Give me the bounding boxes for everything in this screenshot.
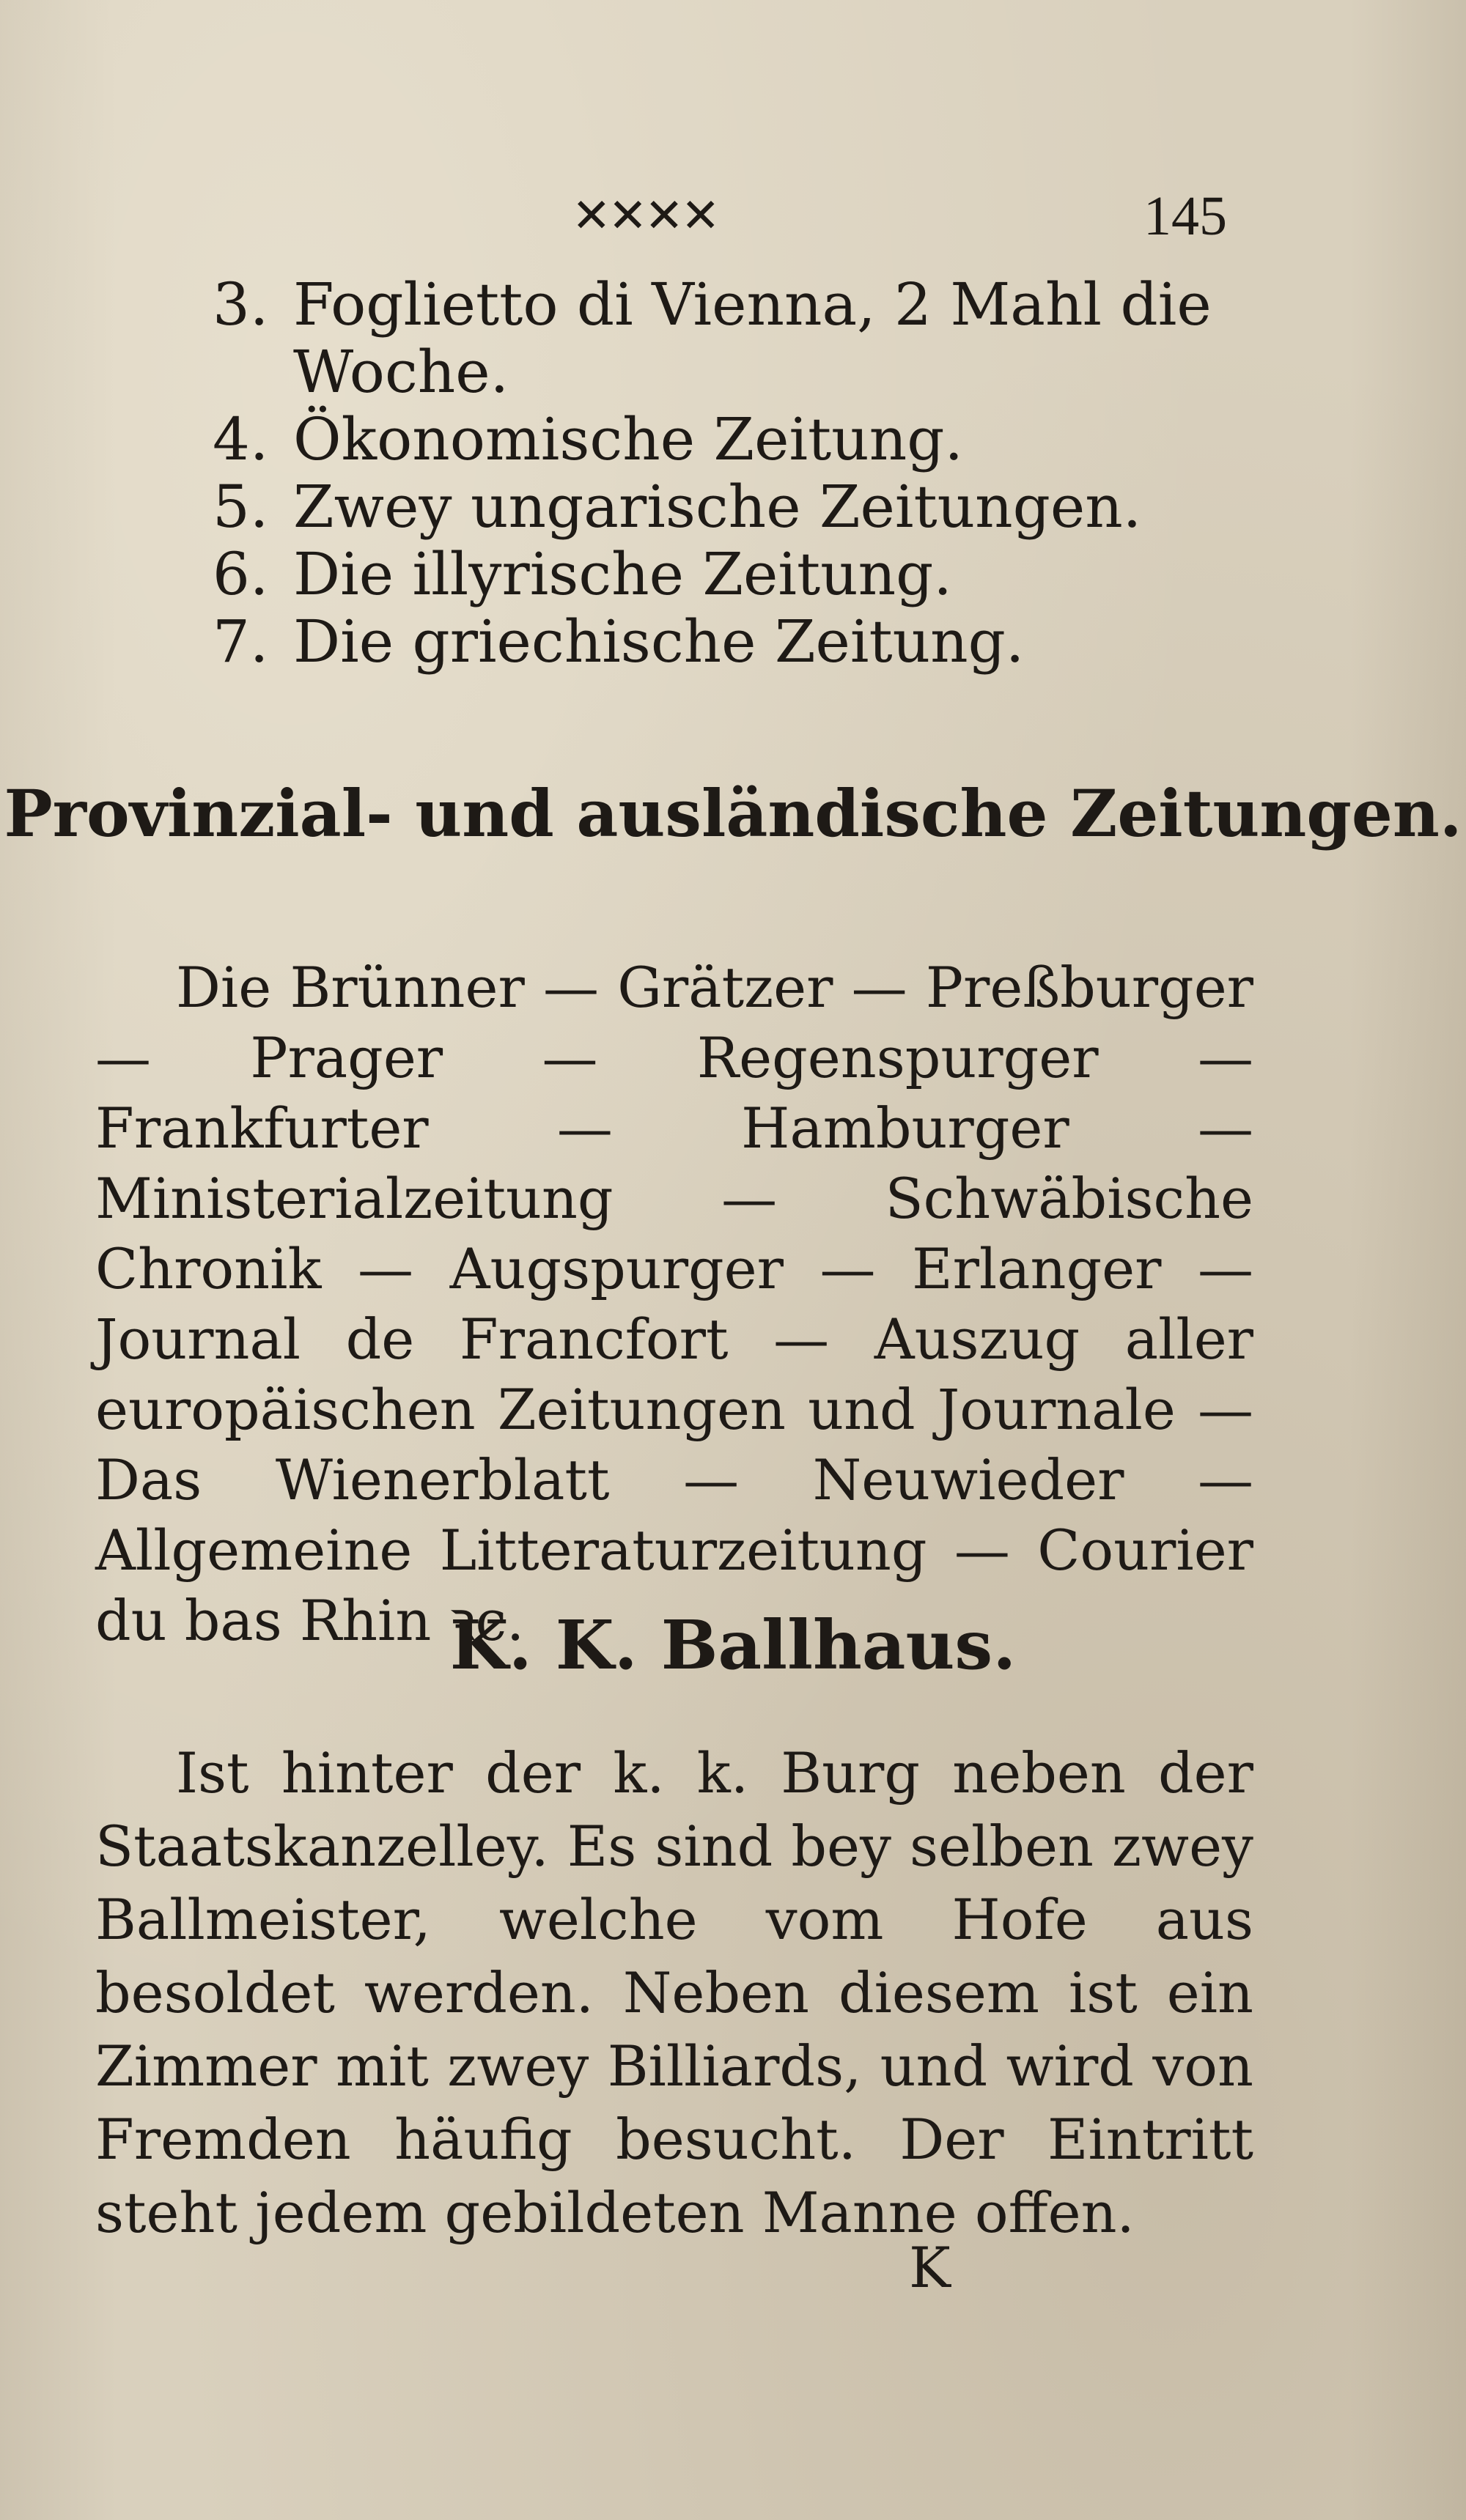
header-ornament: ✕✕✕✕ xyxy=(572,189,718,243)
section-heading-provincial-newspapers: Provinzial- und ausländische Zeitungen. xyxy=(4,775,1462,851)
list-item xyxy=(213,406,1253,473)
list-item-number: 7. xyxy=(213,607,269,676)
list-item-text: Die griechische Zeitung. xyxy=(293,607,1025,676)
section-heading-ballhaus: K. K. Ballhaus. xyxy=(449,1606,1017,1685)
section-body-ballhaus: Ist hinter der k. k. Burg neben der Staatskanzelley. Es sind bey selben zwey Ballmeister, welche vom Hofe aus besoldet werden. Neben diesem ist ein Zimmer mit zwey Billiards, und wird von Fremden häufig besucht. Der Eintritt steht jedem gebildeten Manne offen. xyxy=(95,1740,1253,2245)
list-item-text: Ökonomische Zeitung. xyxy=(293,405,963,473)
list-item-text: Foglietto di Vienna, 2 Mahl die Woche. xyxy=(293,270,1212,406)
list-item-number: 6. xyxy=(213,540,269,608)
list-item-number: 5. xyxy=(213,473,269,541)
catchword: K xyxy=(909,2235,951,2300)
page-number: 145 xyxy=(1143,185,1227,247)
list-item xyxy=(213,608,1253,676)
newspaper-list xyxy=(213,271,1253,676)
list-item xyxy=(213,541,1253,608)
list-item-text: Zwey ungarische Zeitungen. xyxy=(293,473,1142,541)
list-item-text: Die illyrische Zeitung. xyxy=(293,540,952,608)
list-item-number: 4. xyxy=(213,405,269,473)
list-item-number: 3. xyxy=(213,270,269,339)
page-header xyxy=(0,183,1466,249)
list-item xyxy=(213,271,1253,406)
list-item xyxy=(213,473,1253,541)
section-body-provincial-newspapers: Die Brünner — Grätzer — Preßburger — Prager — Regenspurger — Frankfurter — Hamburger — Ministerialzeitung — Schwäbische Chronik — Augspurger — Erlanger — Journal de Francfort — Auszug aller europäischen Zeitungen und Journale — Das Wienerblatt — Neuwieder — Allgemeine Litteraturzeitung — Courier du bas Rhin ꝛc. xyxy=(95,955,1253,1653)
